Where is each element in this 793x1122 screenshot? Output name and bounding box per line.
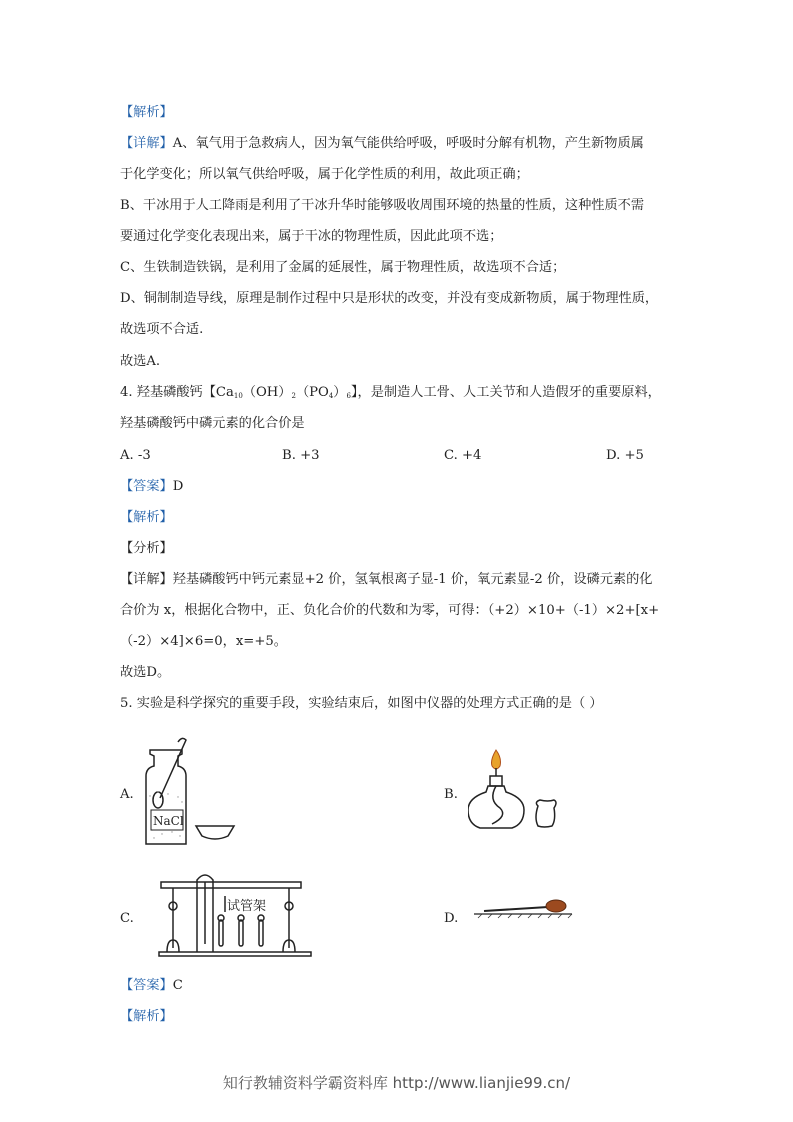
q4-fenxi-heading: 【分析】 bbox=[120, 541, 173, 556]
test-tube-horizontal-figure bbox=[470, 896, 580, 920]
alcohol-lamp-figure bbox=[468, 748, 560, 834]
q4-option-b: B. +3 bbox=[282, 448, 320, 463]
option-b-explanation: 要通过化学变化表现出来，属于干冰的物理性质，因此此项不选； bbox=[120, 229, 503, 244]
lamp-cap-icon bbox=[536, 800, 556, 827]
subscript: 6 bbox=[346, 392, 351, 400]
q4-detail-line: （-2）×4]×6=0，x=+5。 bbox=[120, 634, 287, 649]
q5-option-c-label: C. bbox=[120, 911, 134, 926]
q4-stem-post: 】，是制造人工骨、人工关节和人造假牙的重要原料， bbox=[350, 385, 661, 400]
option-c-explanation: C、生铁制造铁锅，是利用了金属的延展性，属于物理性质，故选项不合适； bbox=[120, 260, 566, 275]
q4-detail-line: 合价为 x，根据化合物中，正、负化合价的代数和为零，可得：（+2）×10+（-1）×2+[x+ bbox=[120, 603, 660, 618]
answer-tag: 【答案】 bbox=[120, 978, 173, 993]
analysis-heading: 【解析】 bbox=[120, 105, 173, 120]
option-d-explanation: D、铜制制造导线，原理是制作过程中只是形状的改变，并没有变成新物质，属于物理性质， bbox=[120, 291, 659, 306]
flame-icon bbox=[492, 750, 501, 769]
q4-formula: （OH） bbox=[242, 385, 292, 400]
subscript: 10 bbox=[233, 392, 243, 400]
q5-analysis-heading: 【解析】 bbox=[120, 1009, 173, 1024]
q4-detail-line bbox=[120, 571, 652, 589]
wick-icon bbox=[492, 786, 503, 824]
q4-analysis-heading: 【解析】 bbox=[120, 510, 173, 525]
detail-text: A、氧气用于急救病人，因为氧气能供给呼吸，呼吸时分解有机物，产生新物质属 bbox=[172, 136, 644, 151]
test-tube-rack-figure bbox=[155, 870, 315, 958]
q4-stem bbox=[120, 384, 661, 405]
q4-option-c: C. +4 bbox=[444, 448, 482, 463]
rack-top-bar-icon bbox=[161, 882, 301, 888]
q5-option-a-label: A. bbox=[120, 787, 134, 802]
detail-tag: 【详解】 bbox=[120, 136, 173, 151]
detail-text: 羟基磷酸钙中钙元素显+2 价，氢氧根离子显-1 价，氧元素显-2 价，设磷元素的化 bbox=[172, 572, 653, 587]
detail-paragraph-line bbox=[120, 135, 644, 153]
option-d-explanation: 故选项不合适. bbox=[120, 322, 204, 337]
rack-label: 试管架 bbox=[227, 899, 267, 914]
conclusion: 故选A. bbox=[120, 354, 161, 369]
bottle-label: NaCl bbox=[153, 814, 184, 828]
answer-value: D bbox=[172, 479, 184, 494]
answer-value: C bbox=[172, 978, 183, 993]
q4-formula: ） bbox=[333, 385, 347, 400]
option-b-explanation: B、干冰用于人工降雨是利用了干冰升华时能够吸收周围环境的热量的性质，这种性质不需 bbox=[120, 198, 644, 213]
q4-formula: （PO bbox=[295, 385, 329, 400]
q4-stem-pre: 4. 羟基磷酸钙【Ca bbox=[120, 385, 234, 400]
subscript: 4 bbox=[328, 392, 334, 400]
q4-conclusion: 故选D。 bbox=[120, 665, 171, 680]
rack-base-icon bbox=[159, 952, 311, 956]
detail-tag: 【详解】 bbox=[120, 572, 173, 587]
reagent-bottle-figure bbox=[138, 736, 248, 848]
detail-paragraph-line: 于化学变化；所以氧气供给呼吸，属于化学性质的利用，故此项正确； bbox=[120, 167, 529, 182]
q4-option-d: D. +5 bbox=[606, 448, 644, 463]
q4-answer bbox=[120, 478, 183, 496]
rubber-stopper-icon bbox=[546, 900, 566, 912]
q4-stem-line2: 羟基磷酸钙中磷元素的化合价是 bbox=[120, 416, 305, 431]
subscript: 2 bbox=[291, 392, 296, 400]
q5-stem: 5. 实验是科学探究的重要手段，实验结束后，如图中仪器的处理方式正确的是（ ） bbox=[120, 696, 603, 711]
q4-option-a: A. -3 bbox=[120, 448, 151, 463]
q5-answer bbox=[120, 977, 183, 995]
spoon-bowl-icon bbox=[153, 792, 163, 808]
q5-option-d-label: D. bbox=[444, 911, 459, 926]
q5-option-b-label: B. bbox=[444, 787, 458, 802]
answer-tag: 【答案】 bbox=[120, 479, 173, 494]
footer-watermark: 知行教辅资料学霸资料库 http://www.lianjie99.cn/ bbox=[222, 1074, 571, 1092]
evaporating-dish-icon bbox=[196, 826, 234, 839]
